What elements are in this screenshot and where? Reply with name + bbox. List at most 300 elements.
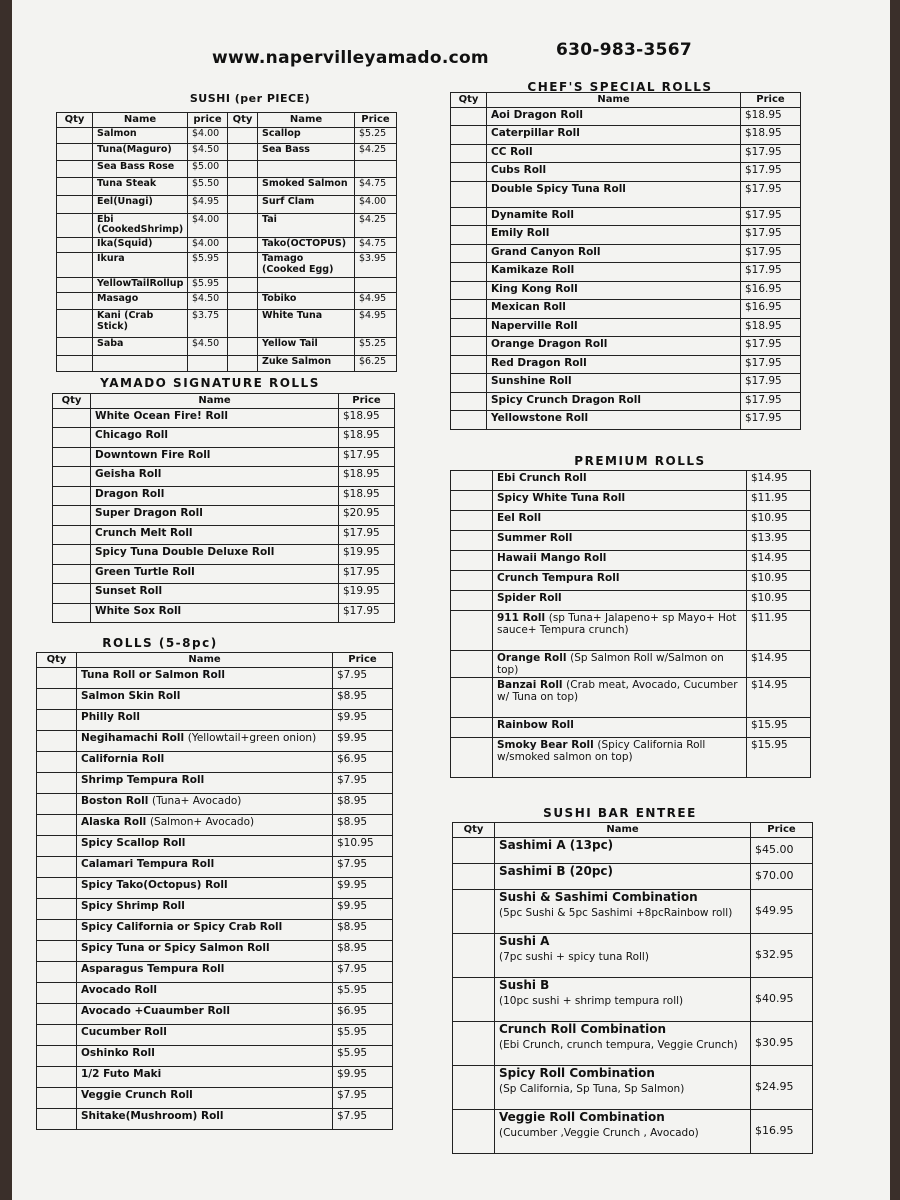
item-price: $17.95 — [741, 144, 801, 163]
item-name-cell — [487, 226, 741, 245]
website-url: www.napervilleyamado.com — [212, 48, 489, 68]
item-name: Sea Bass — [258, 143, 355, 160]
item-name: Spicy White Tuna Roll — [497, 492, 626, 504]
item-name: Tako(OCTOPUS) — [258, 238, 355, 253]
qty-cell — [37, 1024, 77, 1045]
column-header: Qty — [451, 93, 487, 108]
qty-cell — [57, 338, 93, 356]
qty-cell — [37, 1003, 77, 1024]
table-row — [37, 919, 393, 940]
table-row — [451, 471, 811, 491]
qty-cell — [37, 898, 77, 919]
item-name: Crunch Tempura Roll — [497, 572, 620, 584]
item-name: White Tuna — [258, 310, 355, 338]
item-name-cell — [487, 281, 741, 300]
item-description: (5pc Sushi & 5pc Sashimi +8pcRainbow roll) — [499, 907, 733, 920]
item-price: $4.00 — [188, 213, 228, 238]
item-price: $16.95 — [741, 300, 801, 319]
item-name-cell — [495, 889, 751, 933]
qty-cell — [228, 253, 258, 278]
qty-cell — [37, 1045, 77, 1066]
qty-cell — [53, 467, 91, 487]
qty-cell — [453, 1065, 495, 1109]
item-price: $4.95 — [355, 293, 397, 310]
column-header: Name — [495, 823, 751, 838]
qty-cell — [451, 107, 487, 126]
item-name-cell — [487, 411, 741, 430]
item-name-cell — [77, 1024, 333, 1045]
item-price: $8.95 — [333, 919, 393, 940]
column-header: price — [188, 113, 228, 128]
table-row — [453, 863, 813, 889]
item-name: Salmon — [93, 127, 188, 143]
table-row — [453, 1109, 813, 1153]
item-price: $18.95 — [741, 126, 801, 145]
premium-section-title: PREMIUM ROLLS — [574, 454, 706, 468]
item-name: Grand Canyon Roll — [491, 245, 601, 258]
item-name-cell — [77, 1003, 333, 1024]
item-name-cell — [77, 1045, 333, 1066]
item-price: $7.95 — [333, 1108, 393, 1129]
qty-cell — [57, 177, 93, 195]
item-name: Sunset Roll — [95, 585, 163, 597]
item-name: Shitake(Mushroom) Roll — [81, 1109, 224, 1122]
qty-cell — [451, 144, 487, 163]
item-name-cell — [77, 772, 333, 793]
qty-cell — [228, 160, 258, 177]
item-name-cell — [91, 525, 339, 545]
qty-cell — [57, 127, 93, 143]
item-name-cell — [91, 428, 339, 448]
item-price: $4.95 — [355, 310, 397, 338]
item-price: $8.95 — [333, 688, 393, 709]
item-price: $18.95 — [339, 408, 395, 428]
item-price: $70.00 — [751, 863, 813, 889]
item-name: Asparagus Tempura Roll — [81, 962, 225, 975]
item-price: $4.25 — [355, 213, 397, 238]
chefs-table — [450, 92, 801, 430]
item-name-cell — [487, 181, 741, 207]
item-price: $7.95 — [333, 772, 393, 793]
item-name: Crunch Melt Roll — [95, 526, 193, 539]
item-price: $4.75 — [355, 177, 397, 195]
qty-cell — [453, 1021, 495, 1065]
qty-cell — [451, 678, 493, 718]
item-name — [258, 278, 355, 293]
item-price: $6.25 — [355, 356, 397, 372]
qty-cell — [453, 1109, 495, 1153]
item-name: Spicy Shrimp Roll — [81, 899, 185, 912]
item-name-cell — [487, 107, 741, 126]
qty-cell — [451, 651, 493, 678]
column-header: Name — [77, 653, 333, 668]
table-row — [451, 226, 801, 245]
table-row — [451, 144, 801, 163]
table-row — [37, 688, 393, 709]
item-price: $5.00 — [188, 160, 228, 177]
table-row — [451, 511, 811, 531]
item-name: King Kong Roll — [491, 282, 578, 295]
item-price: $5.95 — [188, 253, 228, 278]
item-price: $17.95 — [741, 263, 801, 282]
item-price: $18.95 — [339, 467, 395, 487]
item-name: Spicy Crunch Dragon Roll — [491, 393, 641, 406]
item-name-cell — [495, 837, 751, 863]
item-name: Yellowstone Roll — [491, 412, 589, 424]
item-name-cell — [91, 447, 339, 467]
item-name: Dragon Roll — [95, 487, 165, 500]
qty-cell — [228, 213, 258, 238]
item-name-cell — [487, 318, 741, 337]
item-name: Philly Roll — [81, 710, 140, 723]
qty-cell — [228, 177, 258, 195]
item-price: $19.95 — [339, 584, 395, 604]
table-row — [37, 877, 393, 898]
table-row — [451, 411, 801, 430]
table-row — [451, 281, 801, 300]
item-name-cell — [495, 863, 751, 889]
table-row — [37, 1003, 393, 1024]
item-price: $4.25 — [355, 143, 397, 160]
table-row — [451, 300, 801, 319]
item-name-cell — [77, 961, 333, 982]
item-price: $17.95 — [339, 564, 395, 584]
item-price: $17.95 — [339, 525, 395, 545]
table-row — [37, 961, 393, 982]
item-price: $7.95 — [333, 1087, 393, 1108]
item-name: Eel Roll — [497, 512, 542, 524]
table-row — [53, 486, 395, 506]
item-name-cell — [91, 506, 339, 526]
table-row — [453, 1021, 813, 1065]
item-name-cell — [77, 751, 333, 772]
item-description: (Cucumber ,Veggie Crunch , Avocado) — [499, 1127, 699, 1140]
item-name: White Sox Roll — [95, 604, 182, 617]
qty-cell — [451, 374, 487, 393]
table-row — [37, 1108, 393, 1129]
qty-cell — [228, 127, 258, 143]
table-row — [57, 253, 397, 278]
item-name: Ikura — [93, 253, 188, 278]
table-row — [57, 160, 397, 177]
column-header: Name — [93, 113, 188, 128]
item-name: Tai — [258, 213, 355, 238]
item-price: $10.95 — [747, 591, 811, 611]
table-row — [57, 278, 397, 293]
item-price: $14.95 — [747, 551, 811, 571]
item-name: 911 Roll — [497, 612, 546, 624]
item-name: Spicy Roll Combination — [499, 1065, 655, 1080]
qty-cell — [451, 571, 493, 591]
item-name: Avocado +Cuaumber Roll — [81, 1004, 230, 1017]
item-name-cell — [493, 511, 747, 531]
item-name-cell — [91, 564, 339, 584]
table-row — [53, 408, 395, 428]
premium-table — [450, 470, 811, 778]
item-name-cell — [487, 244, 741, 263]
item-price: $17.95 — [339, 447, 395, 467]
qty-cell — [451, 226, 487, 245]
qty-cell — [57, 356, 93, 372]
table-row — [453, 933, 813, 977]
qty-cell — [228, 278, 258, 293]
column-header: Price — [751, 823, 813, 838]
item-name: Caterpillar Roll — [491, 127, 580, 139]
item-name: Smoky Bear Roll — [497, 739, 594, 752]
qty-cell — [57, 278, 93, 293]
table-row — [453, 1065, 813, 1109]
item-name: Aoi Dragon Roll — [491, 108, 583, 121]
item-price: $17.95 — [741, 207, 801, 226]
item-name: Salmon Skin Roll — [81, 689, 181, 702]
item-name — [93, 356, 188, 372]
item-description: (Sp Salmon Roll w/Salmon on top) — [497, 652, 724, 677]
qty-cell — [57, 293, 93, 310]
signature-table — [52, 393, 395, 623]
item-name-cell — [495, 1109, 751, 1153]
item-name-cell — [493, 571, 747, 591]
table-row — [57, 356, 397, 372]
item-name: Crunch Roll Combination — [499, 1021, 667, 1036]
qty-cell — [57, 310, 93, 338]
item-price: $6.95 — [333, 1003, 393, 1024]
item-name-cell — [77, 814, 333, 835]
item-name-cell — [77, 709, 333, 730]
table-row — [451, 611, 811, 651]
item-price: $10.95 — [747, 511, 811, 531]
item-name: Spicy Scallop Roll — [81, 836, 186, 849]
table-row — [453, 889, 813, 933]
qty-cell — [228, 238, 258, 253]
item-price: $5.95 — [333, 1024, 393, 1045]
item-name: Summer Roll — [497, 532, 573, 544]
qty-cell — [37, 856, 77, 877]
item-price: $9.95 — [333, 877, 393, 898]
item-name: Zuke Salmon — [258, 356, 355, 372]
qty-cell — [453, 837, 495, 863]
item-name: Tuna(Maguro) — [93, 143, 188, 160]
item-name: Hawaii Mango Roll — [497, 552, 607, 564]
table-row — [37, 667, 393, 688]
item-description: (10pc sushi + shrimp tempura roll) — [499, 995, 684, 1008]
column-header: Price — [339, 394, 395, 409]
item-name: Veggie Crunch Roll — [81, 1088, 193, 1101]
qty-cell — [228, 310, 258, 338]
table-row — [53, 525, 395, 545]
item-name-cell — [487, 163, 741, 182]
qty-cell — [451, 471, 493, 491]
column-header: Qty — [228, 113, 258, 128]
qty-cell — [228, 195, 258, 213]
table-row — [451, 392, 801, 411]
item-price — [355, 278, 397, 293]
item-name-cell — [77, 1087, 333, 1108]
table-row — [57, 293, 397, 310]
sushi-section-title: SUSHI (per PIECE) — [189, 92, 311, 105]
item-price: $5.50 — [188, 177, 228, 195]
qty-cell — [53, 545, 91, 565]
table-row — [57, 338, 397, 356]
item-price: $11.95 — [747, 491, 811, 511]
item-description: (Salmon+ Avocado) — [149, 815, 255, 828]
item-name-cell — [91, 408, 339, 428]
table-row — [451, 107, 801, 126]
qty-cell — [37, 961, 77, 982]
table-row — [451, 571, 811, 591]
item-price: $18.95 — [339, 428, 395, 448]
item-price: $4.75 — [355, 238, 397, 253]
column-header: Qty — [453, 823, 495, 838]
qty-cell — [451, 531, 493, 551]
item-name: Geisha Roll — [95, 468, 162, 480]
qty-cell — [37, 1087, 77, 1108]
item-name: Spider Roll — [497, 592, 562, 604]
qty-cell — [37, 730, 77, 751]
column-header: Price — [741, 93, 801, 108]
table-row — [37, 751, 393, 772]
qty-cell — [451, 337, 487, 356]
qty-cell — [451, 718, 493, 738]
item-price: $7.95 — [333, 961, 393, 982]
qty-cell — [53, 584, 91, 604]
item-price: $17.95 — [741, 181, 801, 207]
qty-cell — [228, 338, 258, 356]
qty-cell — [451, 411, 487, 430]
item-price: $17.95 — [741, 392, 801, 411]
qty-cell — [37, 772, 77, 793]
table-row — [57, 195, 397, 213]
table-row — [37, 730, 393, 751]
item-name-cell — [91, 584, 339, 604]
table-row — [37, 940, 393, 961]
item-name-cell — [487, 207, 741, 226]
table-row — [53, 506, 395, 526]
table-row — [451, 355, 801, 374]
qty-cell — [453, 889, 495, 933]
item-name-cell — [493, 738, 747, 778]
item-name: Surf Clam — [258, 195, 355, 213]
qty-cell — [451, 263, 487, 282]
item-name-cell — [77, 835, 333, 856]
item-price: $17.95 — [741, 337, 801, 356]
qty-cell — [37, 1108, 77, 1129]
signature-section-title: YAMADO SIGNATURE ROLLS — [100, 376, 320, 390]
item-price: $4.50 — [188, 338, 228, 356]
item-name: Alaska Roll — [81, 815, 147, 828]
table-row — [453, 837, 813, 863]
item-name-cell — [495, 977, 751, 1021]
item-name-cell — [91, 603, 339, 623]
table-row — [57, 213, 397, 238]
item-name: Banzai Roll — [497, 679, 563, 692]
column-header: Qty — [53, 394, 91, 409]
item-price: $32.95 — [751, 933, 813, 977]
qty-cell — [453, 977, 495, 1021]
item-price: $14.95 — [747, 678, 811, 718]
item-price: $9.95 — [333, 898, 393, 919]
table-row — [37, 814, 393, 835]
item-name: Sushi A — [499, 933, 550, 948]
item-name: Spicy Tako(Octopus) Roll — [81, 878, 228, 891]
item-name: Negihamachi Roll — [81, 731, 185, 744]
item-name: Cucumber Roll — [81, 1025, 167, 1038]
table-row — [53, 545, 395, 565]
item-price: $7.95 — [333, 856, 393, 877]
qty-cell — [53, 447, 91, 467]
item-price: $4.50 — [188, 143, 228, 160]
sushi-table — [56, 112, 397, 372]
item-name: Chicago Roll — [95, 429, 168, 441]
table-row — [57, 310, 397, 338]
item-name-cell — [91, 486, 339, 506]
item-price: $4.00 — [355, 195, 397, 213]
item-name: Saba — [93, 338, 188, 356]
qty-cell — [37, 940, 77, 961]
qty-cell — [228, 293, 258, 310]
qty-cell — [451, 126, 487, 145]
table-row — [453, 977, 813, 1021]
item-price: $13.95 — [747, 531, 811, 551]
item-price: $4.00 — [188, 238, 228, 253]
item-name-cell — [487, 337, 741, 356]
item-name-cell — [487, 392, 741, 411]
qty-cell — [451, 355, 487, 374]
item-name: Naperville Roll — [491, 319, 578, 332]
item-name: Sushi & Sashimi Combination — [499, 889, 698, 904]
item-price: $6.95 — [333, 751, 393, 772]
qty-cell — [228, 356, 258, 372]
table-row — [37, 982, 393, 1003]
item-price: $49.95 — [751, 889, 813, 933]
item-price: $17.95 — [741, 244, 801, 263]
item-name: Eel(Unagi) — [93, 195, 188, 213]
item-name: Spicy California or Spicy Crab Roll — [81, 920, 283, 933]
item-name-cell — [493, 678, 747, 718]
item-description: (7pc sushi + spicy tuna Roll) — [499, 951, 649, 964]
qty-cell — [451, 738, 493, 778]
item-name-cell — [487, 263, 741, 282]
table-row — [53, 603, 395, 623]
item-name: Tamago (Cooked Egg) — [258, 253, 355, 278]
item-name — [258, 160, 355, 177]
table-row — [451, 337, 801, 356]
item-name: Dynamite Roll — [491, 208, 574, 221]
item-name: Sushi B — [499, 977, 550, 992]
column-header: Price — [355, 113, 397, 128]
item-name-cell — [487, 300, 741, 319]
item-name: Scallop — [258, 127, 355, 143]
item-description: (Ebi Crunch, crunch tempura, Veggie Crunch) — [499, 1039, 738, 1052]
qty-cell — [53, 564, 91, 584]
item-name: Orange Roll — [497, 652, 567, 664]
table-row — [53, 447, 395, 467]
table-row — [451, 207, 801, 226]
entree-section-title: SUSHI BAR ENTREE — [543, 806, 697, 820]
qty-cell — [451, 591, 493, 611]
entree-table — [452, 822, 813, 1154]
item-name: Super Dragon Roll — [95, 507, 203, 519]
item-price: $4.50 — [188, 293, 228, 310]
item-name-cell — [495, 1021, 751, 1065]
qty-cell — [228, 143, 258, 160]
table-row — [451, 718, 811, 738]
item-name-cell — [77, 793, 333, 814]
item-name: Red Dragon Roll — [491, 356, 587, 369]
item-price: $5.95 — [333, 982, 393, 1003]
item-name-cell — [487, 374, 741, 393]
table-row — [37, 1066, 393, 1087]
item-name-cell — [77, 856, 333, 877]
